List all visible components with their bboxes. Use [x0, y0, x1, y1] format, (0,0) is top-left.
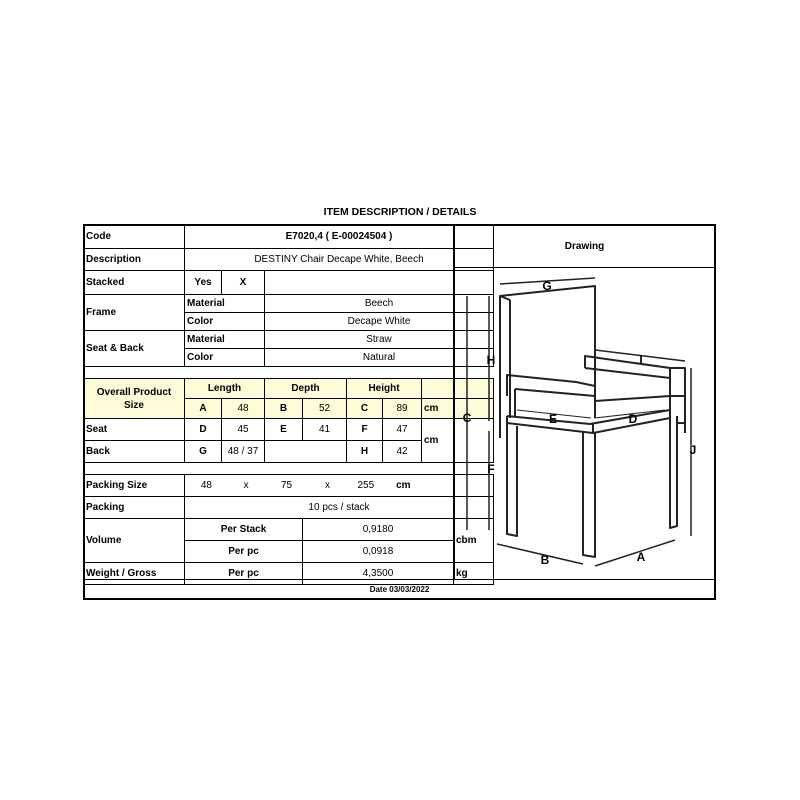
drawing-title: Drawing: [455, 226, 714, 268]
size-label: Overall Product Size: [84, 379, 185, 419]
volume-unit: cbm: [454, 519, 494, 563]
chair-drawing: [455, 268, 714, 579]
length-label: Length: [185, 379, 265, 399]
label-h: H: [486, 353, 496, 367]
center-front-leg: [583, 432, 595, 557]
volume-label: Volume: [84, 519, 185, 563]
volume-per-pc-label: Per pc: [185, 541, 303, 563]
left-armrest: [507, 375, 595, 396]
seat-f-value: 47: [383, 419, 422, 441]
stacked-yes: Yes: [185, 271, 222, 295]
right-front-leg: [670, 416, 677, 528]
weight-label: Weight / Gross: [84, 563, 185, 585]
size-b-key: B: [265, 399, 303, 419]
weight-value: 4,3500: [303, 563, 454, 585]
seat-back-material-value: Straw: [265, 331, 494, 349]
seat-e-value: 41: [303, 419, 347, 441]
stacked-mark: X: [222, 271, 265, 295]
frame-label: Frame: [84, 295, 185, 331]
label-a: A: [636, 550, 646, 564]
seat-back-material-label: Material: [185, 331, 265, 349]
stacked-label: Stacked: [84, 271, 185, 295]
packing-label: Packing: [84, 497, 185, 519]
label-e: E: [548, 412, 558, 426]
size-a-key: A: [185, 399, 222, 419]
packing-size-x1: x: [243, 480, 249, 491]
packing-size-length: 48: [200, 480, 212, 491]
volume-per-stack-label: Per Stack: [185, 519, 303, 541]
packing-size-label: Packing Size: [84, 475, 185, 497]
size-unit: cm: [422, 399, 494, 419]
drawing-area: [455, 268, 714, 579]
sheet-title: ITEM DESCRIPTION / DETAILS: [323, 206, 477, 218]
label-c: C: [462, 411, 472, 425]
label-g: G: [542, 279, 552, 293]
size-b-value: 52: [303, 399, 347, 419]
code-label: Code: [84, 225, 185, 249]
label-d: D: [628, 412, 638, 426]
depth-label: Depth: [265, 379, 347, 399]
volume-per-pc-value: 0,0918: [303, 541, 454, 563]
label-b: B: [540, 553, 550, 567]
size-c-value: 89: [383, 399, 422, 419]
packing-value: 10 pcs / stack: [185, 497, 494, 519]
seat-e-key: E: [265, 419, 303, 441]
seat-label: Seat: [84, 419, 185, 441]
back-g-key: G: [185, 441, 222, 463]
frame-color-value: Decape White: [265, 313, 494, 331]
seat-d-value: 45: [222, 419, 265, 441]
size-c-key: C: [347, 399, 383, 419]
code-value: E7020,4 ( E-00024504 ): [185, 225, 494, 249]
seat-back-color-label: Color: [185, 349, 265, 367]
packing-size-width: 75: [280, 480, 293, 491]
packing-size-x2: x: [325, 480, 331, 491]
weight-per-pc-label: Per pc: [185, 563, 303, 585]
frame-material-label: Material: [185, 295, 265, 313]
label-f: F: [487, 462, 495, 476]
seat-back-color-value: Natural: [265, 349, 494, 367]
back-g-value: 48 / 37: [222, 441, 265, 463]
seat-back-unit: cm: [422, 419, 494, 463]
back-h-value: 42: [383, 441, 422, 463]
packing-size-height: 255: [357, 480, 375, 491]
seat-d-key: D: [185, 419, 222, 441]
volume-per-stack-value: 0,9180: [303, 519, 454, 541]
back-label: Back: [84, 441, 185, 463]
seat-back-label: Seat & Back: [84, 331, 185, 367]
label-j: J: [689, 443, 697, 457]
packing-size-unit: cm: [396, 480, 411, 491]
frame-material-value: Beech: [265, 295, 494, 313]
seat-f-key: F: [347, 419, 383, 441]
weight-unit: kg: [454, 563, 494, 585]
date-row: Date 03/03/2022: [85, 579, 714, 598]
description-label: Description: [84, 249, 185, 271]
frame-color-label: Color: [185, 313, 265, 331]
left-front-leg: [507, 423, 517, 536]
label-i: I: [639, 353, 643, 367]
description-value: DESTINY Chair Decape White, Beech: [185, 249, 494, 271]
back-h-key: H: [347, 441, 383, 463]
size-a-value: 48: [222, 399, 265, 419]
height-label: Height: [347, 379, 422, 399]
